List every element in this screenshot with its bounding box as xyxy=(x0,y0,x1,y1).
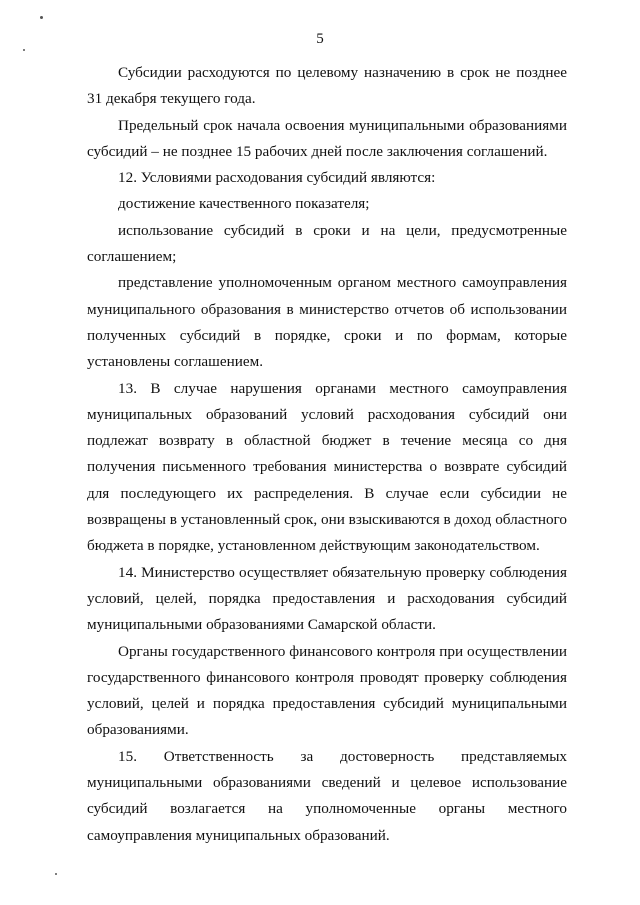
paragraph-item-13: 13. В случае нарушения органами местного самоуправления муниципальных образований условий расходования субсидий они подлежат возврату в областной бюджет в течение месяца со дня получения письменного требования министерства о возврате субсидий для последующего их распределения. В случае если субсидии не возвращены в установленный срок, они взыскиваются в доход областного бюджета в порядке, установленном действующим законодательством. xyxy=(87,379,567,555)
paragraph-item-15: 15. Ответственность за достоверность представляемых муниципальными образованиями сведений и целевое использование субсидий возлагается на уполномоченные органы местного самоуправления муниципальных образований. xyxy=(87,747,567,844)
paragraph-reporting: представление уполномоченным органом местного самоуправления муниципального образования в министерство отчетов об использовании полученных субсидий в порядке, сроки и по формам, которые установлены соглашением. xyxy=(87,274,567,371)
paragraph-item-14: 14. Министерство осуществляет обязательную проверку соблюдения условий, целей, порядка предоставления и расходования субсидий муниципальными образованиями Самарской области. xyxy=(87,563,567,634)
paragraph-start-deadline: Предельный срок начала освоения муниципальными образованиями субсидий – не позднее 15 рабочих дней после заключения соглашений. xyxy=(87,116,567,160)
paragraph-usage-terms: использование субсидий в сроки и на цели, предусмотренные соглашением; xyxy=(87,221,567,266)
scan-speck xyxy=(55,873,57,875)
scan-speck xyxy=(40,16,43,19)
paragraph-financial-control: Органы государственного финансового контроля при осуществлении государственного финансового контроля проводят проверку соблюдения условий, целей и порядка предоставления субсидий муниципальными образованиями. xyxy=(87,642,567,739)
page-number: 5 xyxy=(316,31,324,47)
paragraph-item-12: 12. Условиями расходования субсидий являются: xyxy=(118,169,436,187)
scan-speck xyxy=(23,49,25,51)
paragraph-quality-indicator: достижение качественного показателя; xyxy=(118,195,370,213)
paragraph-subsidy-deadline: Субсидии расходуются по целевому назначению в срок не позднее 31 декабря текущего года. xyxy=(87,64,567,108)
document-body xyxy=(87,60,567,849)
